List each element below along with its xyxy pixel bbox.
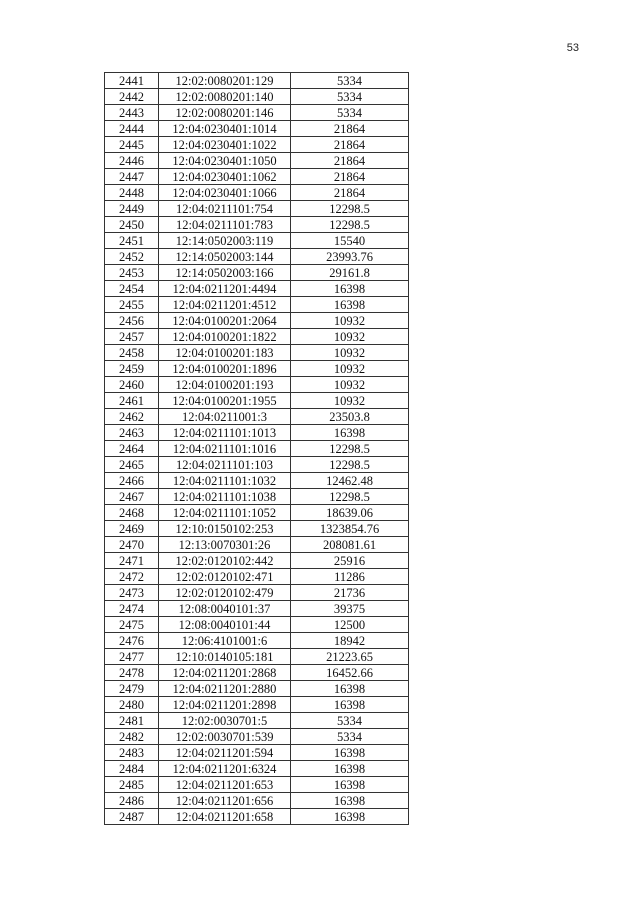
value-cell: 10932 — [291, 393, 409, 409]
value-cell: 21864 — [291, 137, 409, 153]
row-number-cell: 2453 — [105, 265, 159, 281]
cadastral-number-cell: 12:04:0211101:783 — [159, 217, 291, 233]
cadastral-number-cell: 12:04:0211101:1016 — [159, 441, 291, 457]
table-row — [105, 473, 409, 489]
value-cell: 12298.5 — [291, 441, 409, 457]
table-row — [105, 409, 409, 425]
cadastral-number-cell: 12:04:0211201:658 — [159, 809, 291, 825]
row-number-cell: 2468 — [105, 505, 159, 521]
table-row — [105, 713, 409, 729]
value-cell: 10932 — [291, 313, 409, 329]
value-cell: 21864 — [291, 169, 409, 185]
row-number-cell: 2460 — [105, 377, 159, 393]
row-number-cell: 2479 — [105, 681, 159, 697]
cadastral-number-cell: 12:04:0211201:2880 — [159, 681, 291, 697]
table-row — [105, 153, 409, 169]
value-cell: 15540 — [291, 233, 409, 249]
table-row — [105, 313, 409, 329]
cadastral-number-cell: 12:02:0080201:129 — [159, 73, 291, 89]
row-number-cell: 2472 — [105, 569, 159, 585]
row-number-cell: 2483 — [105, 745, 159, 761]
row-number-cell: 2465 — [105, 457, 159, 473]
row-number-cell: 2482 — [105, 729, 159, 745]
value-cell: 21864 — [291, 121, 409, 137]
value-cell: 12500 — [291, 617, 409, 633]
row-number-cell: 2476 — [105, 633, 159, 649]
table-row — [105, 89, 409, 105]
cadastral-number-cell: 12:02:0030701:539 — [159, 729, 291, 745]
cadastral-number-cell: 12:04:0211201:4494 — [159, 281, 291, 297]
row-number-cell: 2455 — [105, 297, 159, 313]
value-cell: 5334 — [291, 73, 409, 89]
cadastral-number-cell: 12:02:0080201:146 — [159, 105, 291, 121]
row-number-cell: 2452 — [105, 249, 159, 265]
cadastral-number-cell: 12:04:0211201:653 — [159, 777, 291, 793]
value-cell: 5334 — [291, 713, 409, 729]
row-number-cell: 2478 — [105, 665, 159, 681]
cadastral-number-cell: 12:04:0100201:2064 — [159, 313, 291, 329]
value-cell: 12298.5 — [291, 457, 409, 473]
table-body — [105, 73, 409, 825]
value-cell: 16398 — [291, 697, 409, 713]
value-cell: 11286 — [291, 569, 409, 585]
cadastral-number-cell: 12:04:0100201:1955 — [159, 393, 291, 409]
cadastral-number-cell: 12:04:0211101:1013 — [159, 425, 291, 441]
cadastral-number-cell: 12:13:0070301:26 — [159, 537, 291, 553]
value-cell: 29161.8 — [291, 265, 409, 281]
table-row — [105, 329, 409, 345]
value-cell: 21223.65 — [291, 649, 409, 665]
table-row — [105, 361, 409, 377]
table-row — [105, 793, 409, 809]
row-number-cell: 2457 — [105, 329, 159, 345]
table-row — [105, 185, 409, 201]
table-row — [105, 201, 409, 217]
value-cell: 16398 — [291, 809, 409, 825]
cadastral-number-cell: 12:04:0100201:193 — [159, 377, 291, 393]
table-row — [105, 281, 409, 297]
value-cell: 16398 — [291, 297, 409, 313]
value-cell: 21864 — [291, 153, 409, 169]
table-row — [105, 537, 409, 553]
cadastral-number-cell: 12:04:0100201:1896 — [159, 361, 291, 377]
table-row — [105, 601, 409, 617]
value-cell: 23503.8 — [291, 409, 409, 425]
cadastral-number-cell: 12:14:0502003:166 — [159, 265, 291, 281]
row-number-cell: 2445 — [105, 137, 159, 153]
value-cell: 16398 — [291, 761, 409, 777]
table-row — [105, 297, 409, 313]
row-number-cell: 2487 — [105, 809, 159, 825]
value-cell: 16398 — [291, 281, 409, 297]
value-cell: 16398 — [291, 425, 409, 441]
table-row — [105, 105, 409, 121]
value-cell: 12298.5 — [291, 217, 409, 233]
row-number-cell: 2471 — [105, 553, 159, 569]
cadastral-number-cell: 12:04:0211201:2898 — [159, 697, 291, 713]
cadastral-number-cell: 12:04:0230401:1022 — [159, 137, 291, 153]
cadastral-number-cell: 12:04:0211101:1052 — [159, 505, 291, 521]
table-row — [105, 585, 409, 601]
cadastral-number-cell: 12:02:0120102:479 — [159, 585, 291, 601]
row-number-cell: 2474 — [105, 601, 159, 617]
value-cell: 16398 — [291, 745, 409, 761]
row-number-cell: 2444 — [105, 121, 159, 137]
value-cell: 12462.48 — [291, 473, 409, 489]
cadastral-number-cell: 12:04:0211201:6324 — [159, 761, 291, 777]
table-row — [105, 425, 409, 441]
row-number-cell: 2450 — [105, 217, 159, 233]
table-row — [105, 569, 409, 585]
row-number-cell: 2462 — [105, 409, 159, 425]
data-table — [104, 72, 409, 825]
row-number-cell: 2477 — [105, 649, 159, 665]
value-cell: 16398 — [291, 793, 409, 809]
value-cell: 10932 — [291, 377, 409, 393]
row-number-cell: 2443 — [105, 105, 159, 121]
cadastral-number-cell: 12:04:0230401:1062 — [159, 169, 291, 185]
value-cell: 1323854.76 — [291, 521, 409, 537]
table-row — [105, 649, 409, 665]
table-row — [105, 265, 409, 281]
table-row — [105, 505, 409, 521]
row-number-cell: 2449 — [105, 201, 159, 217]
cadastral-number-cell: 12:04:0211101:1038 — [159, 489, 291, 505]
table-row — [105, 633, 409, 649]
cadastral-number-cell: 12:10:0150102:253 — [159, 521, 291, 537]
value-cell: 39375 — [291, 601, 409, 617]
value-cell: 23993.76 — [291, 249, 409, 265]
cadastral-number-cell: 12:04:0211001:3 — [159, 409, 291, 425]
row-number-cell: 2461 — [105, 393, 159, 409]
row-number-cell: 2451 — [105, 233, 159, 249]
cadastral-number-cell: 12:04:0100201:1822 — [159, 329, 291, 345]
row-number-cell: 2473 — [105, 585, 159, 601]
table-row — [105, 73, 409, 89]
row-number-cell: 2480 — [105, 697, 159, 713]
value-cell: 25916 — [291, 553, 409, 569]
row-number-cell: 2456 — [105, 313, 159, 329]
row-number-cell: 2484 — [105, 761, 159, 777]
row-number-cell: 2469 — [105, 521, 159, 537]
row-number-cell: 2441 — [105, 73, 159, 89]
row-number-cell: 2467 — [105, 489, 159, 505]
cadastral-number-cell: 12:08:0040101:37 — [159, 601, 291, 617]
row-number-cell: 2485 — [105, 777, 159, 793]
cadastral-number-cell: 12:06:4101001:6 — [159, 633, 291, 649]
cadastral-number-cell: 12:04:0211201:2868 — [159, 665, 291, 681]
value-cell: 10932 — [291, 345, 409, 361]
table-row — [105, 761, 409, 777]
table-row — [105, 345, 409, 361]
row-number-cell: 2466 — [105, 473, 159, 489]
cadastral-number-cell: 12:02:0030701:5 — [159, 713, 291, 729]
table-row — [105, 137, 409, 153]
value-cell: 18639.06 — [291, 505, 409, 521]
table-row — [105, 777, 409, 793]
row-number-cell: 2463 — [105, 425, 159, 441]
cadastral-number-cell: 12:04:0211101:103 — [159, 457, 291, 473]
table-row — [105, 809, 409, 825]
table-row — [105, 393, 409, 409]
value-cell: 16398 — [291, 777, 409, 793]
row-number-cell: 2475 — [105, 617, 159, 633]
table-row — [105, 729, 409, 745]
table-row — [105, 681, 409, 697]
value-cell: 10932 — [291, 361, 409, 377]
table-row — [105, 697, 409, 713]
cadastral-number-cell: 12:04:0211201:4512 — [159, 297, 291, 313]
value-cell: 18942 — [291, 633, 409, 649]
row-number-cell: 2481 — [105, 713, 159, 729]
row-number-cell: 2446 — [105, 153, 159, 169]
cadastral-number-cell: 12:04:0211101:1032 — [159, 473, 291, 489]
cadastral-number-cell: 12:14:0502003:144 — [159, 249, 291, 265]
row-number-cell: 2470 — [105, 537, 159, 553]
cadastral-number-cell: 12:10:0140105:181 — [159, 649, 291, 665]
cadastral-number-cell: 12:08:0040101:44 — [159, 617, 291, 633]
value-cell: 5334 — [291, 89, 409, 105]
cadastral-number-cell: 12:02:0120102:442 — [159, 553, 291, 569]
cadastral-number-cell: 12:02:0120102:471 — [159, 569, 291, 585]
value-cell: 12298.5 — [291, 201, 409, 217]
value-cell: 12298.5 — [291, 489, 409, 505]
table-row — [105, 121, 409, 137]
table-row — [105, 169, 409, 185]
value-cell: 21864 — [291, 185, 409, 201]
row-number-cell: 2454 — [105, 281, 159, 297]
cadastral-number-cell: 12:04:0230401:1066 — [159, 185, 291, 201]
row-number-cell: 2458 — [105, 345, 159, 361]
value-cell: 16398 — [291, 681, 409, 697]
cadastral-number-cell: 12:04:0211201:594 — [159, 745, 291, 761]
cadastral-number-cell: 12:04:0211201:656 — [159, 793, 291, 809]
cadastral-number-cell: 12:02:0080201:140 — [159, 89, 291, 105]
value-cell: 10932 — [291, 329, 409, 345]
table-row — [105, 665, 409, 681]
table-row — [105, 249, 409, 265]
table-row — [105, 377, 409, 393]
table-row — [105, 521, 409, 537]
row-number-cell: 2459 — [105, 361, 159, 377]
table-row — [105, 233, 409, 249]
row-number-cell: 2486 — [105, 793, 159, 809]
cadastral-number-cell: 12:04:0100201:183 — [159, 345, 291, 361]
cadastral-number-cell: 12:04:0211101:754 — [159, 201, 291, 217]
value-cell: 16452.66 — [291, 665, 409, 681]
row-number-cell: 2442 — [105, 89, 159, 105]
page-number: 53 — [566, 42, 579, 54]
cadastral-number-cell: 12:14:0502003:119 — [159, 233, 291, 249]
value-cell: 21736 — [291, 585, 409, 601]
cadastral-number-cell: 12:04:0230401:1014 — [159, 121, 291, 137]
table-row — [105, 441, 409, 457]
cadastral-number-cell: 12:04:0230401:1050 — [159, 153, 291, 169]
table-row — [105, 217, 409, 233]
value-cell: 5334 — [291, 729, 409, 745]
value-cell: 208081.61 — [291, 537, 409, 553]
table-row — [105, 617, 409, 633]
table-row — [105, 553, 409, 569]
row-number-cell: 2447 — [105, 169, 159, 185]
table-row — [105, 457, 409, 473]
row-number-cell: 2448 — [105, 185, 159, 201]
table-row — [105, 745, 409, 761]
row-number-cell: 2464 — [105, 441, 159, 457]
value-cell: 5334 — [291, 105, 409, 121]
table-row — [105, 489, 409, 505]
